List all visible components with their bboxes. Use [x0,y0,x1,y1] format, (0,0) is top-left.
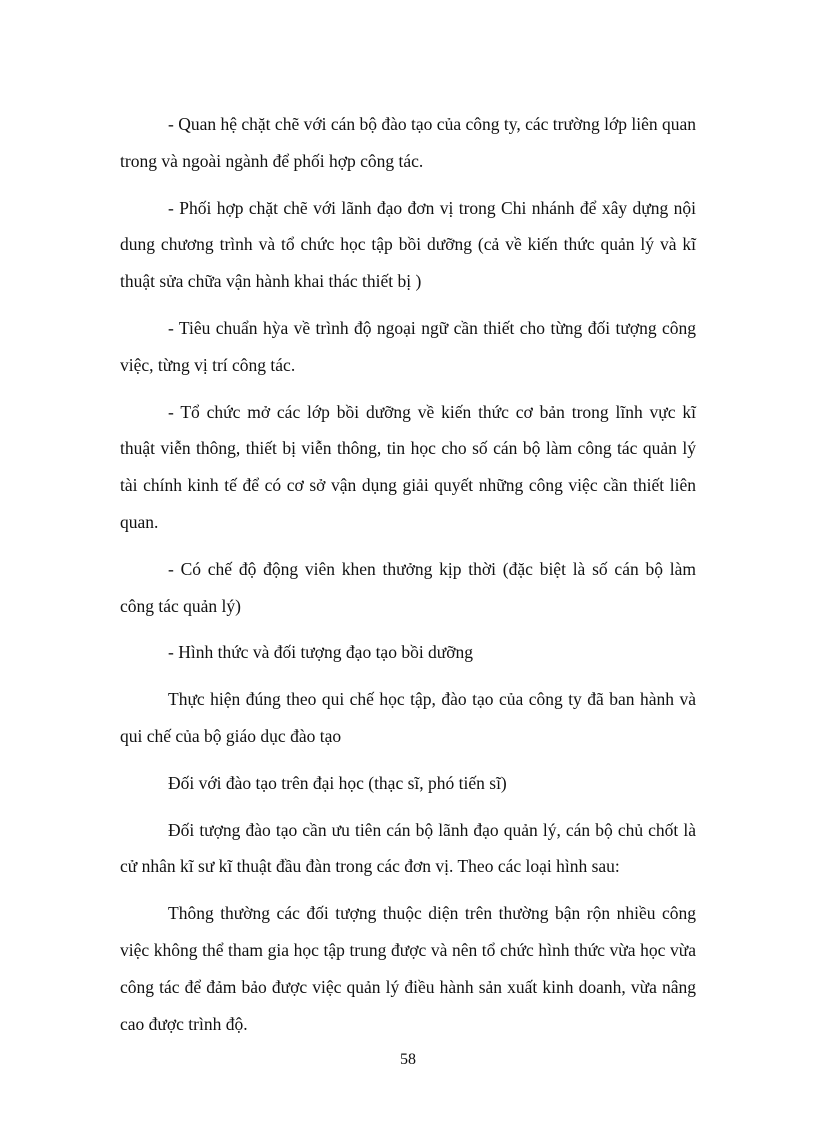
page-number: 58 [400,1051,416,1068]
body-text [120,106,696,1052]
paragraph-7: Thực hiện đúng theo qui chế học tập, đào tạo của công ty đã ban hành và qui chế của bộ giáo dục đào tạo [120,689,696,746]
paragraph-9: Đối tượng đào tạo cần ưu tiên cán bộ lãnh đạo quản lý, cán bộ chủ chốt là cử nhân kĩ sư kĩ thuật đầu đàn trong các đơn vị. Theo các loại hình sau: [120,819,696,877]
paragraph-10: Thông thường các đối tượng thuộc diện trên thường bận rộn nhiều công việc không thể tham gia học tập trung được và nên tổ chức hình thức vừa học vừa công tác để đảm bảo được việc quản lý điều hành sản xuất kinh doanh, vừa nâng cao được trình độ. [120,903,696,1034]
paragraph-8: Đối với đào tạo trên đại học (thạc sĩ, phó tiến sĩ) [168,772,507,793]
paragraph-3: - Tiêu chuẩn hỳa về trình độ ngoại ngữ cần thiết cho từng đối tượng công việc, từng vị trí công tác. [120,317,696,375]
paragraph-5: - Có chế độ động viên khen thưởng kịp thời (đặc biệt là số cán bộ làm công tác quản lý) [120,558,696,616]
paragraph-1: - Quan hệ chặt chẽ với cán bộ đào tạo của công ty, các trường lớp liên quan trong và ngoài ngành để phối hợp công tác. [120,114,696,171]
paragraph-6: - Hình thức và đối tượng đạo tạo bồi dưỡng [168,642,474,663]
paragraph-4: - Tổ chức mở các lớp bồi dưỡng về kiến thức cơ bản trong lĩnh vực kĩ thuật viễn thông, thiết bị viễn thông, tin học cho số cán bộ làm công tác quản lý tài chính kinh tế để có cơ sở vận dụng giải quyết những công việc cần thiết liên quan. [120,401,696,532]
paragraph-2: - Phối hợp chặt chẽ với lãnh đạo đơn vị trong Chi nhánh để xây dựng nội dung chương trình và tổ chức học tập bồi dưỡng (cả về kiến thức quản lý và kĩ thuật sửa chữa vận hành khai thác thiết bị ) [120,197,696,292]
